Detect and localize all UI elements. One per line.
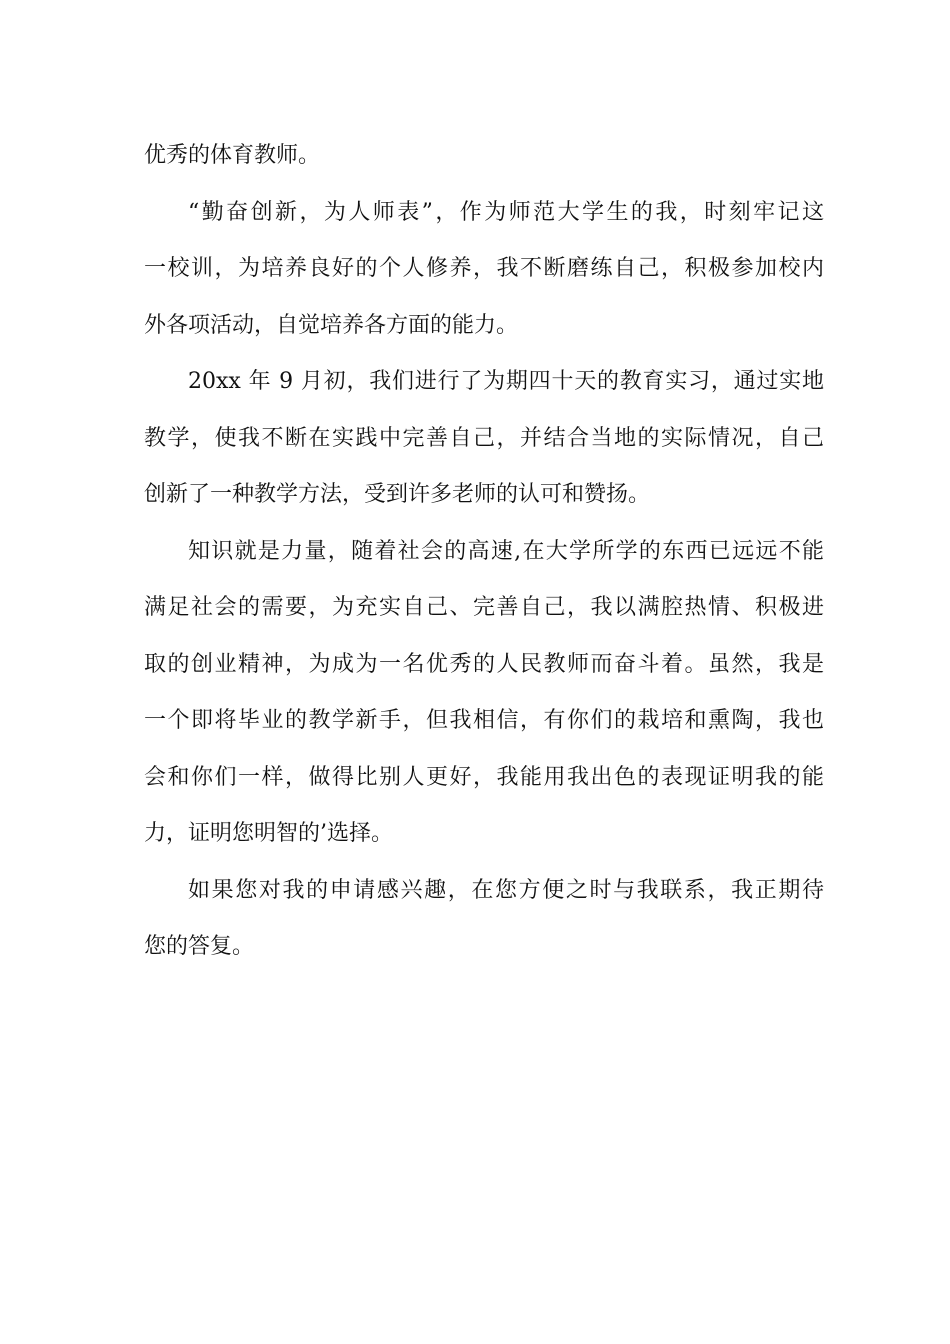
paragraph-first-line: 20xx 年 9 月初，我们进行了为期四十天的教育实习，通过实地 [188,369,824,394]
paragraph-first-line: “勤奋创新，为人师表”，作为师范大学生的我，时刻牢记这 [188,199,824,225]
text-line: 一个即将毕业的教学新手，但我相信，有你们的栽培和熏陶，我也 [144,708,824,733]
paragraph-first-line: 如果您对我的申请感兴趣，在您方便之时与我联系，我正期待 [188,877,824,903]
text-line: 会和你们一样，做得比别人更好，我能用我出色的表现证明我的能 [144,764,824,790]
paragraph-first-line: 知识就是力量，随着社会的高速,在大学所学的东西已远远不能 [188,538,824,564]
text-line: 满足社会的需要，为充实自己、完善自己，我以满腔热情、积极进 [144,595,824,620]
text-line: 您的答复。 [144,934,255,959]
letter-body [144,128,824,976]
text-line: 教学，使我不断在实践中完善自己，并结合当地的实际情况，自己 [144,425,824,451]
text-line: 外各项活动，自觉培养各方面的能力。 [144,312,519,338]
text-line: 创新了一种教学方法，受到许多老师的认可和赞扬。 [144,482,651,507]
text-line: 力，证明您明智的’选择。 [144,821,393,846]
text-line: 一校训，为培养良好的个人修养，我不断磨练自己，积极参加校内 [144,256,824,281]
text-line: 取的创业精神，为成为一名优秀的人民教师而奋斗着。虽然，我是 [144,651,824,677]
text-line: 优秀的体育教师。 [144,143,321,168]
